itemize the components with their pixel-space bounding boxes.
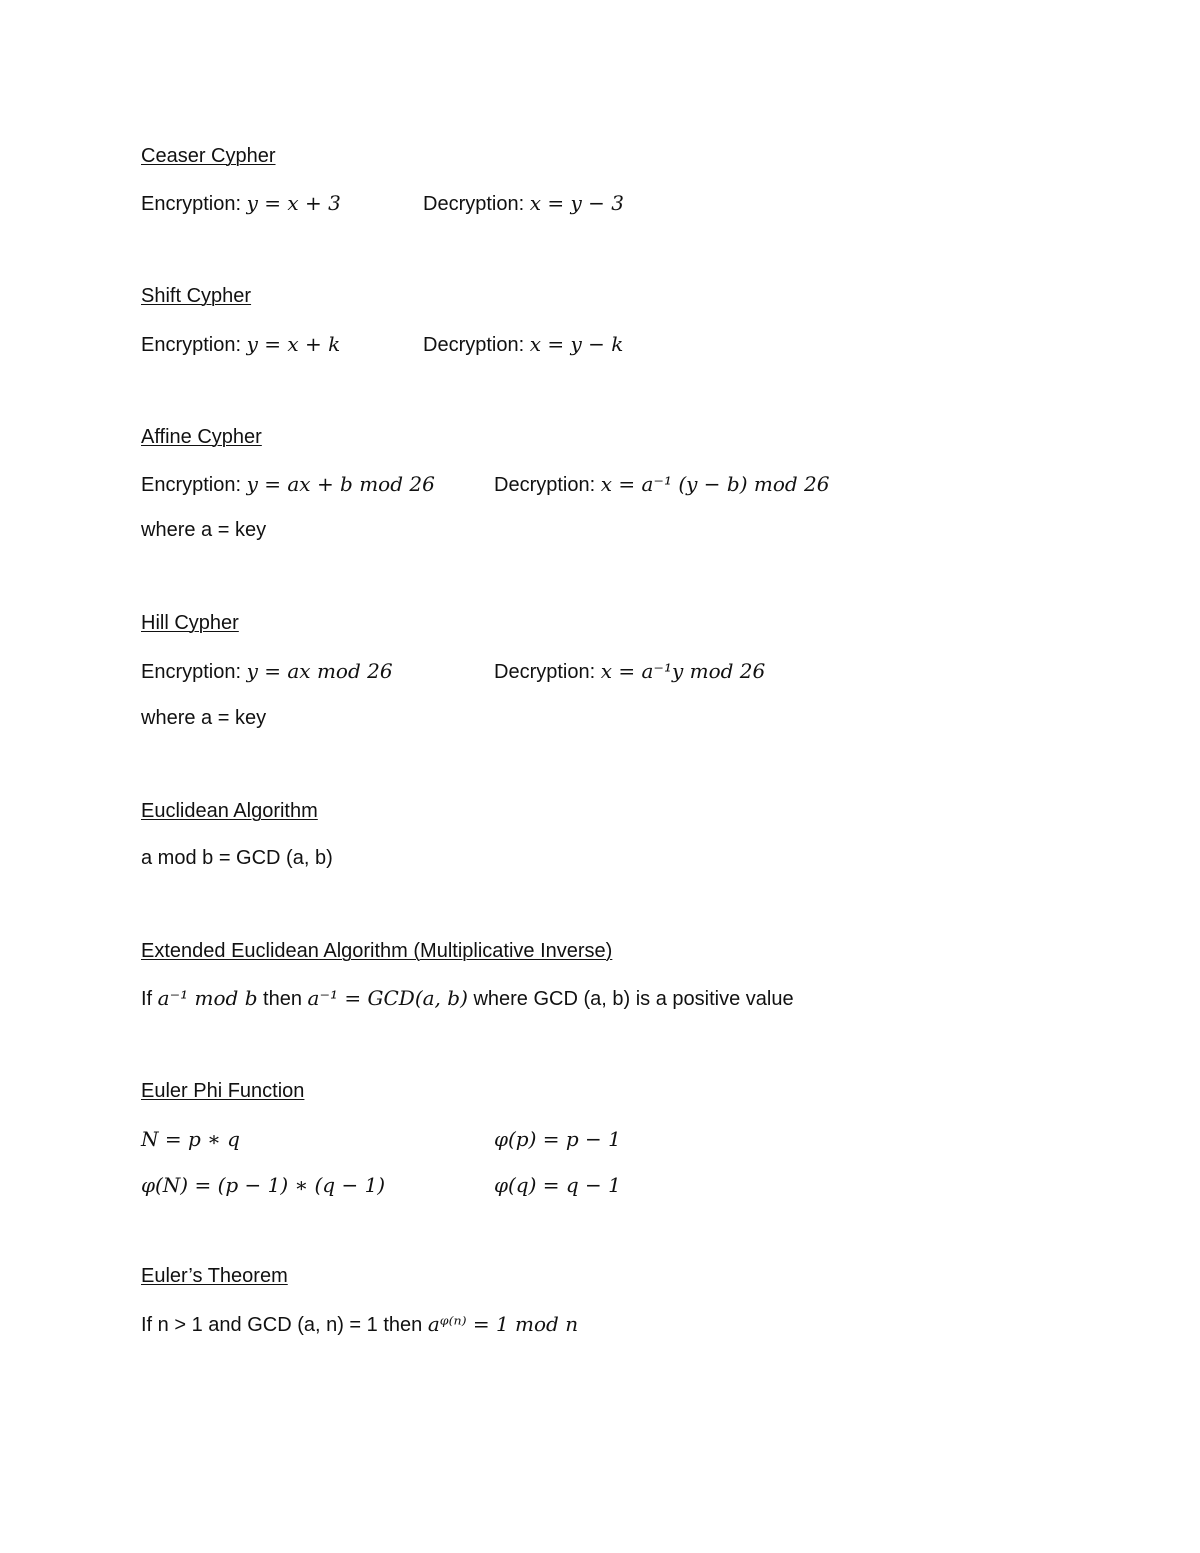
shift-enc-label: Encryption: bbox=[141, 334, 247, 356]
caesar-enc-label: Encryption: bbox=[141, 193, 247, 215]
euler-theorem-math: aᵠ⁽ⁿ⁾ = 1 mod n bbox=[427, 1312, 579, 1336]
affine-enc-label: Encryption: bbox=[141, 474, 247, 496]
hill-enc-label: Encryption: bbox=[141, 661, 247, 683]
ext-euclid-math-b: a⁻¹ = GCD(a, b) bbox=[307, 986, 468, 1010]
euclid-text: a mod b = GCD (a, b) bbox=[141, 847, 333, 869]
ext-euclid-text-a: If bbox=[141, 988, 158, 1010]
caesar-decryption bbox=[423, 189, 624, 218]
shift-encryption bbox=[141, 330, 340, 359]
caesar-encryption bbox=[141, 189, 341, 218]
euler-theorem-text bbox=[141, 1310, 578, 1339]
hill-dec-label: Decryption: bbox=[494, 661, 601, 683]
shift-dec-formula: x = y − k bbox=[529, 332, 624, 356]
caesar-dec-label: Decryption: bbox=[423, 193, 530, 215]
euler-phi-formula-1: N = p ∗ q bbox=[141, 1127, 240, 1151]
hill-note: where a = key bbox=[141, 707, 267, 729]
euler-theorem-text-part: If n > 1 and GCD (a, n) = 1 then bbox=[141, 1314, 428, 1336]
hill-dec-formula: x = a⁻¹y mod 26 bbox=[600, 659, 766, 683]
affine-decryption bbox=[494, 470, 829, 499]
shift-decryption bbox=[423, 330, 623, 359]
shift-heading: Shift Cypher bbox=[141, 285, 252, 307]
euler-phi-formula-3: φ(N) = (p − 1) ∗ (q − 1) bbox=[141, 1173, 386, 1197]
euclid-heading: Euclidean Algorithm bbox=[141, 800, 318, 822]
shift-dec-label: Decryption: bbox=[423, 334, 530, 356]
ext-euclid-text-b: then bbox=[257, 988, 308, 1010]
affine-heading: Affine Cypher bbox=[141, 426, 262, 448]
affine-dec-label: Decryption: bbox=[494, 474, 601, 496]
ext-euclid-text bbox=[141, 984, 794, 1013]
affine-encryption bbox=[141, 470, 435, 499]
caesar-enc-formula: y = x + 3 bbox=[246, 191, 341, 215]
hill-encryption bbox=[141, 657, 393, 686]
caesar-heading: Ceaser Cypher bbox=[141, 145, 276, 167]
hill-enc-formula: y = ax mod 26 bbox=[246, 659, 393, 683]
affine-enc-formula: y = ax + b mod 26 bbox=[246, 472, 435, 496]
affine-dec-formula: x = a⁻¹ (y − b) mod 26 bbox=[600, 472, 830, 496]
caesar-dec-formula: x = y − 3 bbox=[529, 191, 624, 215]
ext-euclid-math-a: a⁻¹ mod b bbox=[157, 986, 258, 1010]
ext-euclid-text-c: where GCD (a, b) is a positive value bbox=[467, 988, 794, 1010]
hill-heading: Hill Cypher bbox=[141, 612, 239, 634]
affine-note: where a = key bbox=[141, 519, 267, 541]
hill-decryption bbox=[494, 657, 765, 686]
ext-euclid-heading: Extended Euclidean Algorithm (Multiplicative Inverse) bbox=[141, 940, 613, 962]
euler-phi-heading: Euler Phi Function bbox=[141, 1080, 305, 1102]
euler-phi-formula-2: φ(p) = p − 1 bbox=[494, 1127, 621, 1151]
euler-phi-formula-4: φ(q) = q − 1 bbox=[494, 1173, 621, 1197]
shift-enc-formula: y = x + k bbox=[246, 332, 341, 356]
euler-theorem-heading: Euler’s Theorem bbox=[141, 1265, 288, 1287]
